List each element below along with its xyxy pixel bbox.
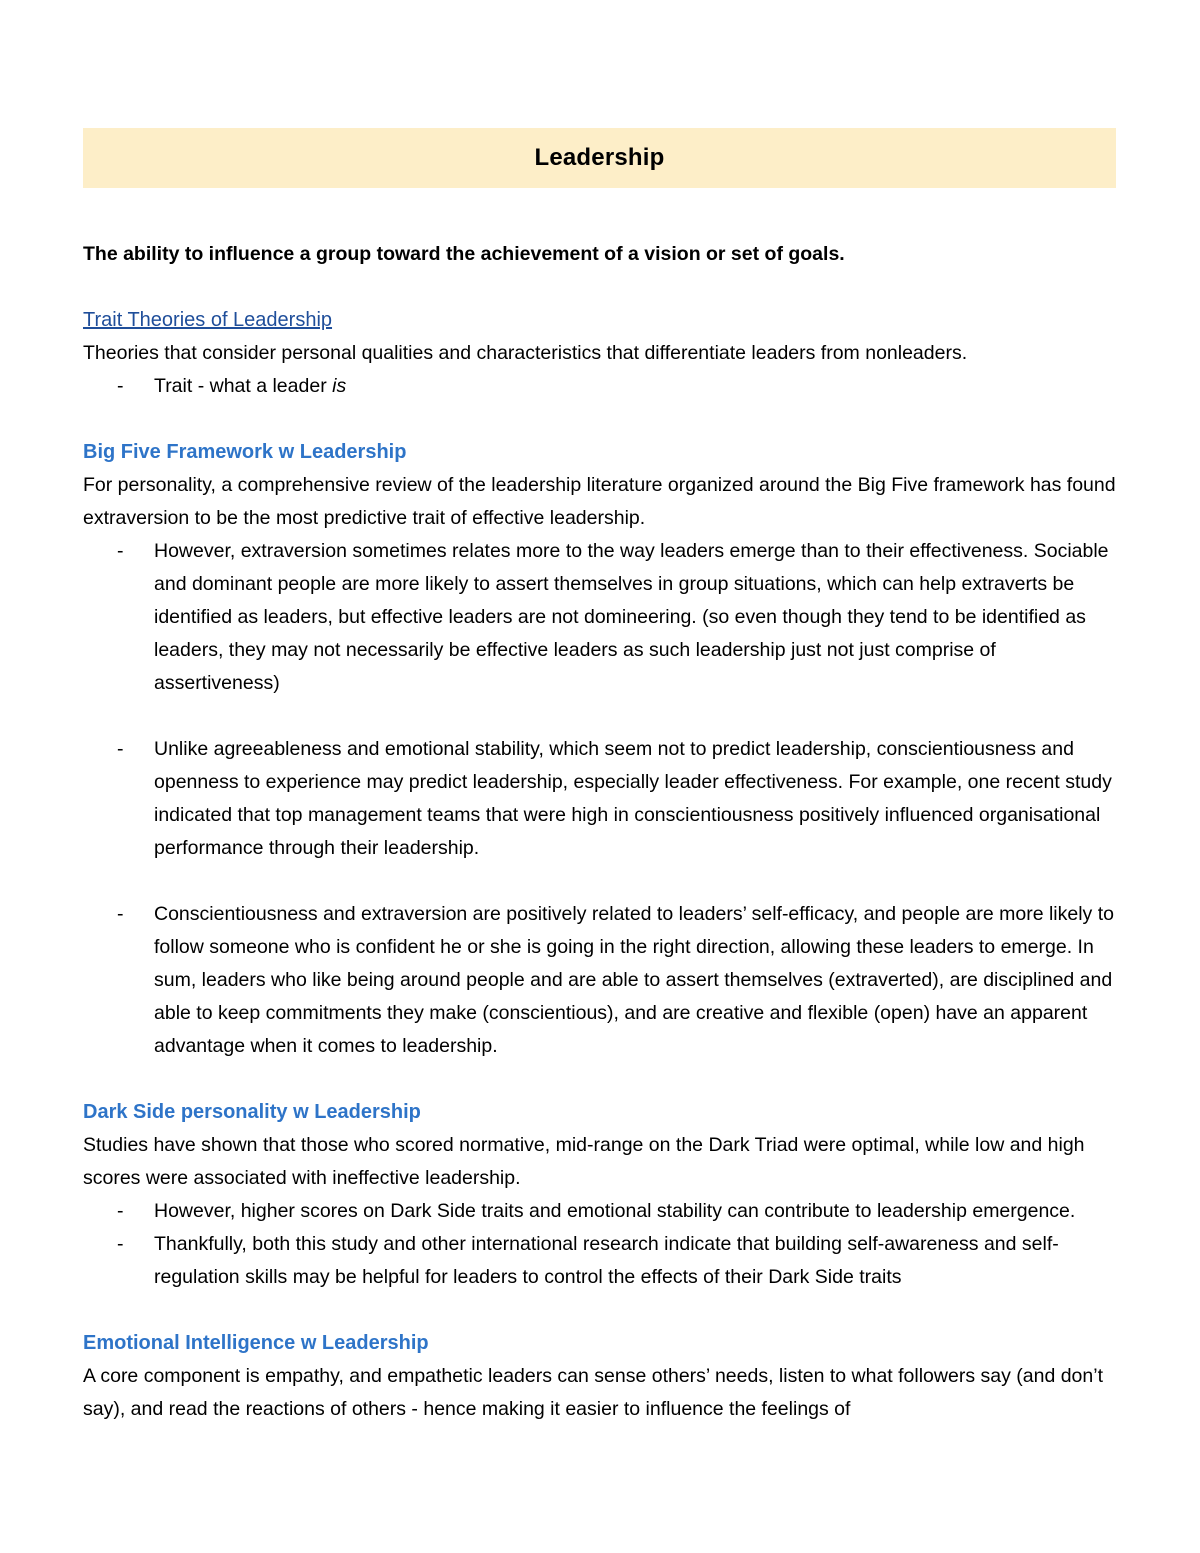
bullet-dash: - [117,738,124,760]
page-title: Leadership [534,144,665,171]
big-five-bullets [83,535,1116,1063]
emotional-intelligence-heading: Emotional Intelligence w Leadership [83,1332,429,1354]
bullet-dash: - [117,540,124,562]
bullet-text: However, higher scores on Dark Side traits and emotional stability can contribute to leadership emergence. [154,1200,1076,1222]
trait-theories-heading: Trait Theories of Leadership [83,309,333,331]
dark-side-text: Studies have shown that those who scored normative, mid-range on the Dark Triad were optimal, while low and high scores were associated with ineffective leadership. [83,1134,1085,1189]
list-item [83,733,1116,865]
bullet-dash: - [117,375,124,397]
bullet-text: Thankfully, both this study and other international research indicate that building self-awareness and self-regulation skills may be helpful for leaders to control the effects of their Dark Side traits [154,1233,1059,1288]
bullet-dash: - [117,903,124,925]
title-banner [83,128,1116,188]
list-item [83,535,1116,700]
emotional-intelligence-text: A core component is empathy, and empathetic leaders can sense others’ needs, listen to what followers say (and don’t say), and read the reactions of others - hence making it easier to influence the feelings of [83,1365,1103,1420]
definition-text: The ability to influence a group toward the achievement of a vision or set of goals. [83,243,845,265]
bullet-text: Conscientiousness and extraversion are positively related to leaders’ self-efficacy, and people are more likely to follow someone who is confident he or she is going in the right direction, allowing these leaders to emerge. In sum, leaders who like being around people and are able to assert themselves (extraverted), are disciplined and able to keep commitments they make (conscientious), and are creative and flexible (open) have an apparent advantage when it comes to leadership. [154,903,1114,1057]
list-item [83,898,1116,1063]
bullet-text: Trait - what a leader [154,375,333,397]
dark-side-bullets [83,1195,1116,1294]
big-five-text: For personality, a comprehensive review of the leadership literature organized around the Big Five framework has found extraversion to be the most predictive trait of effective leadership. [83,474,1116,529]
dark-side-heading: Dark Side personality w Leadership [83,1101,421,1123]
bullet-text: However, extraversion sometimes relates more to the way leaders emerge than to their effectiveness. Sociable and dominant people are more likely to assert themselves in group situations, which can help extraverts be identified as leaders, but effective leaders are not domineering. (so even though they tend to be identified as leaders, they may not necessarily be effective leaders as such leadership just not just comprise of assertiveness) [154,540,1109,694]
trait-theories-bullets [83,370,1116,403]
list-item [83,1195,1116,1228]
bullet-emphasis: is [332,375,347,397]
bullet-text: Unlike agreeableness and emotional stability, which seem not to predict leadership, conscientiousness and openness to experience may predict leadership, especially leader effectiveness. For example, one recent study indicated that top management teams that were high in conscientiousness positively influenced organisational performance through their leadership. [154,738,1112,859]
trait-theories-text: Theories that consider personal qualities and characteristics that differentiate leaders from nonleaders. [83,342,968,364]
list-item [83,370,1116,403]
big-five-heading: Big Five Framework w Leadership [83,441,407,463]
list-item [83,1228,1116,1294]
document-page [83,128,1116,1426]
bullet-dash: - [117,1200,124,1222]
bullet-dash: - [117,1233,124,1255]
